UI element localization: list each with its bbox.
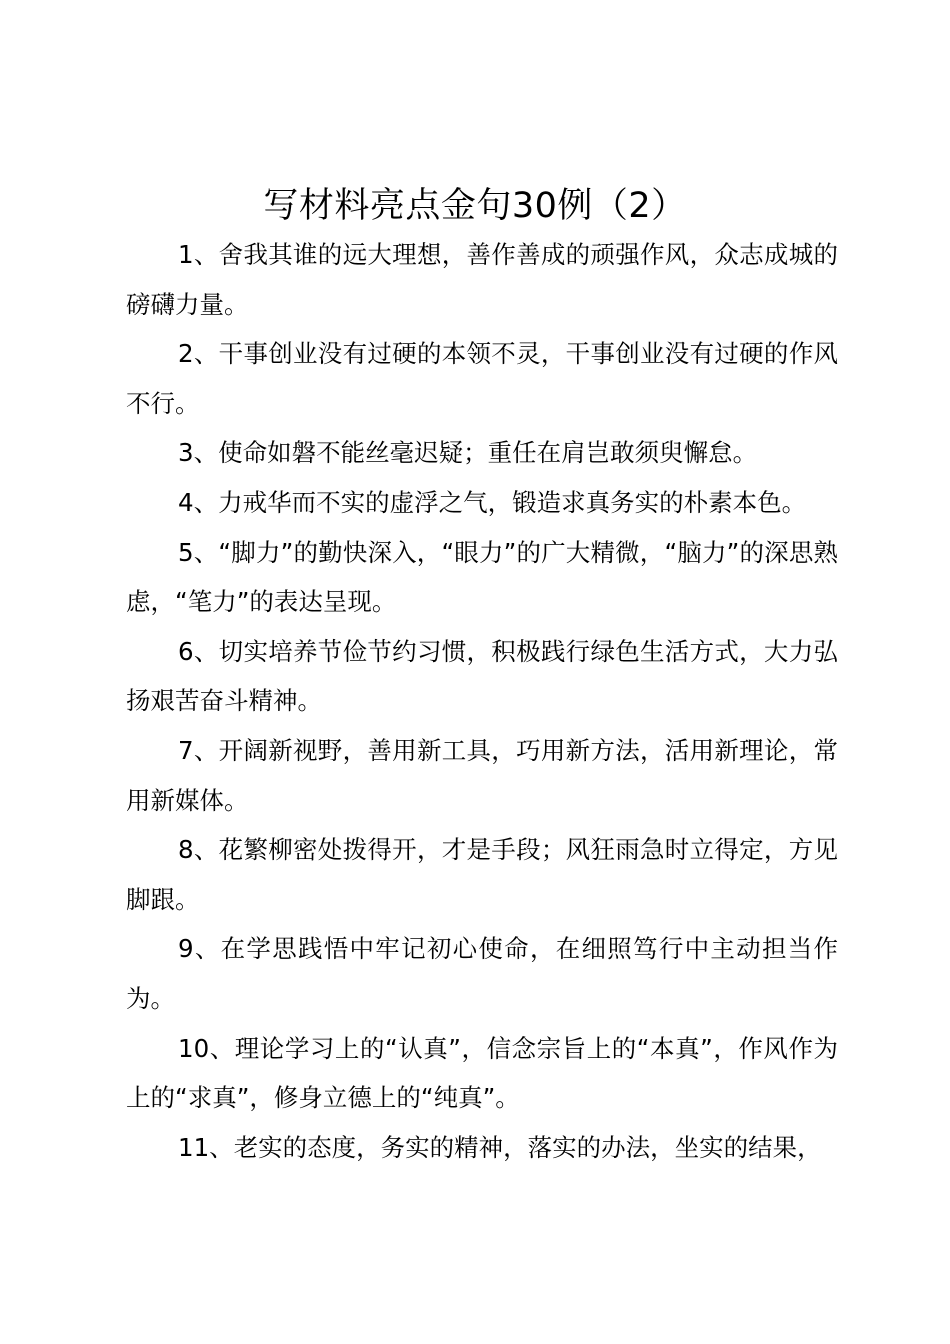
paragraph-text: 理论学习上的“认真”，信念宗旨上的“本真”，作风作为上的“求真”，修身立德上的“纯真”。 <box>126 1033 838 1113</box>
paragraph-text: 老实的态度，务实的精神，落实的办法，坐实的结果， <box>233 1132 822 1162</box>
paragraph-5 <box>126 528 838 627</box>
paragraph-text: 舍我其谁的远大理想，善作善成的顽强作风，众志成城的磅礴力量。 <box>126 240 839 319</box>
paragraph-7 <box>126 726 838 825</box>
paragraph-number: 11、 <box>178 1132 234 1162</box>
paragraph-text: 使命如磐不能丝毫迟疑；重任在肩岂敢须臾懈怠。 <box>218 438 758 468</box>
paragraph-9 <box>126 924 838 1023</box>
paragraph-text: 力戒华而不实的虚浮之气，锻造求真务实的朴素本色。 <box>218 487 807 517</box>
paragraph-number: 3、 <box>178 438 219 468</box>
paragraph-text: 在学思践悟中牢记初心使命，在细照笃行中主动担当作为。 <box>126 934 838 1013</box>
paragraph-number: 8、 <box>178 835 219 865</box>
paragraph-number: 6、 <box>178 636 219 666</box>
paragraph-number: 1、 <box>178 240 219 269</box>
paragraph-4 <box>126 478 838 528</box>
paragraph-number: 5、 <box>178 537 219 567</box>
paragraph-number: 4、 <box>178 487 219 517</box>
paragraph-text: 花繁柳密处拨得开，才是手段；风狂雨急时立得定，方见脚跟。 <box>126 835 839 914</box>
paragraph-2 <box>126 329 838 428</box>
paragraph-number: 7、 <box>178 735 219 765</box>
paragraph-number: 2、 <box>178 339 219 369</box>
paragraph-1 <box>126 230 838 329</box>
paragraph-3 <box>126 428 838 478</box>
paragraph-11 <box>126 1123 838 1173</box>
paragraph-text: “脚力”的勤快深入，“眼力”的广大精微，“脑力”的深思熟虑，“笔力”的表达呈现。 <box>126 537 838 617</box>
paragraph-text: 干事创业没有过硬的本领不灵，干事创业没有过硬的作风不行。 <box>126 339 839 418</box>
document-body <box>126 230 838 1172</box>
paragraph-6 <box>126 627 838 726</box>
paragraph-10 <box>126 1024 838 1123</box>
paragraph-8 <box>126 825 838 924</box>
document-title: 写材料亮点金句30例（2） <box>263 186 687 226</box>
paragraph-number: 10、 <box>178 1033 235 1063</box>
paragraph-text: 切实培养节俭节约习惯，积极践行绿色生活方式，大力弘扬艰苦奋斗精神。 <box>126 636 839 716</box>
paragraph-number: 9、 <box>178 934 221 964</box>
paragraph-text: 开阔新视野，善用新工具，巧用新方法，活用新理论，常用新媒体。 <box>126 735 839 815</box>
